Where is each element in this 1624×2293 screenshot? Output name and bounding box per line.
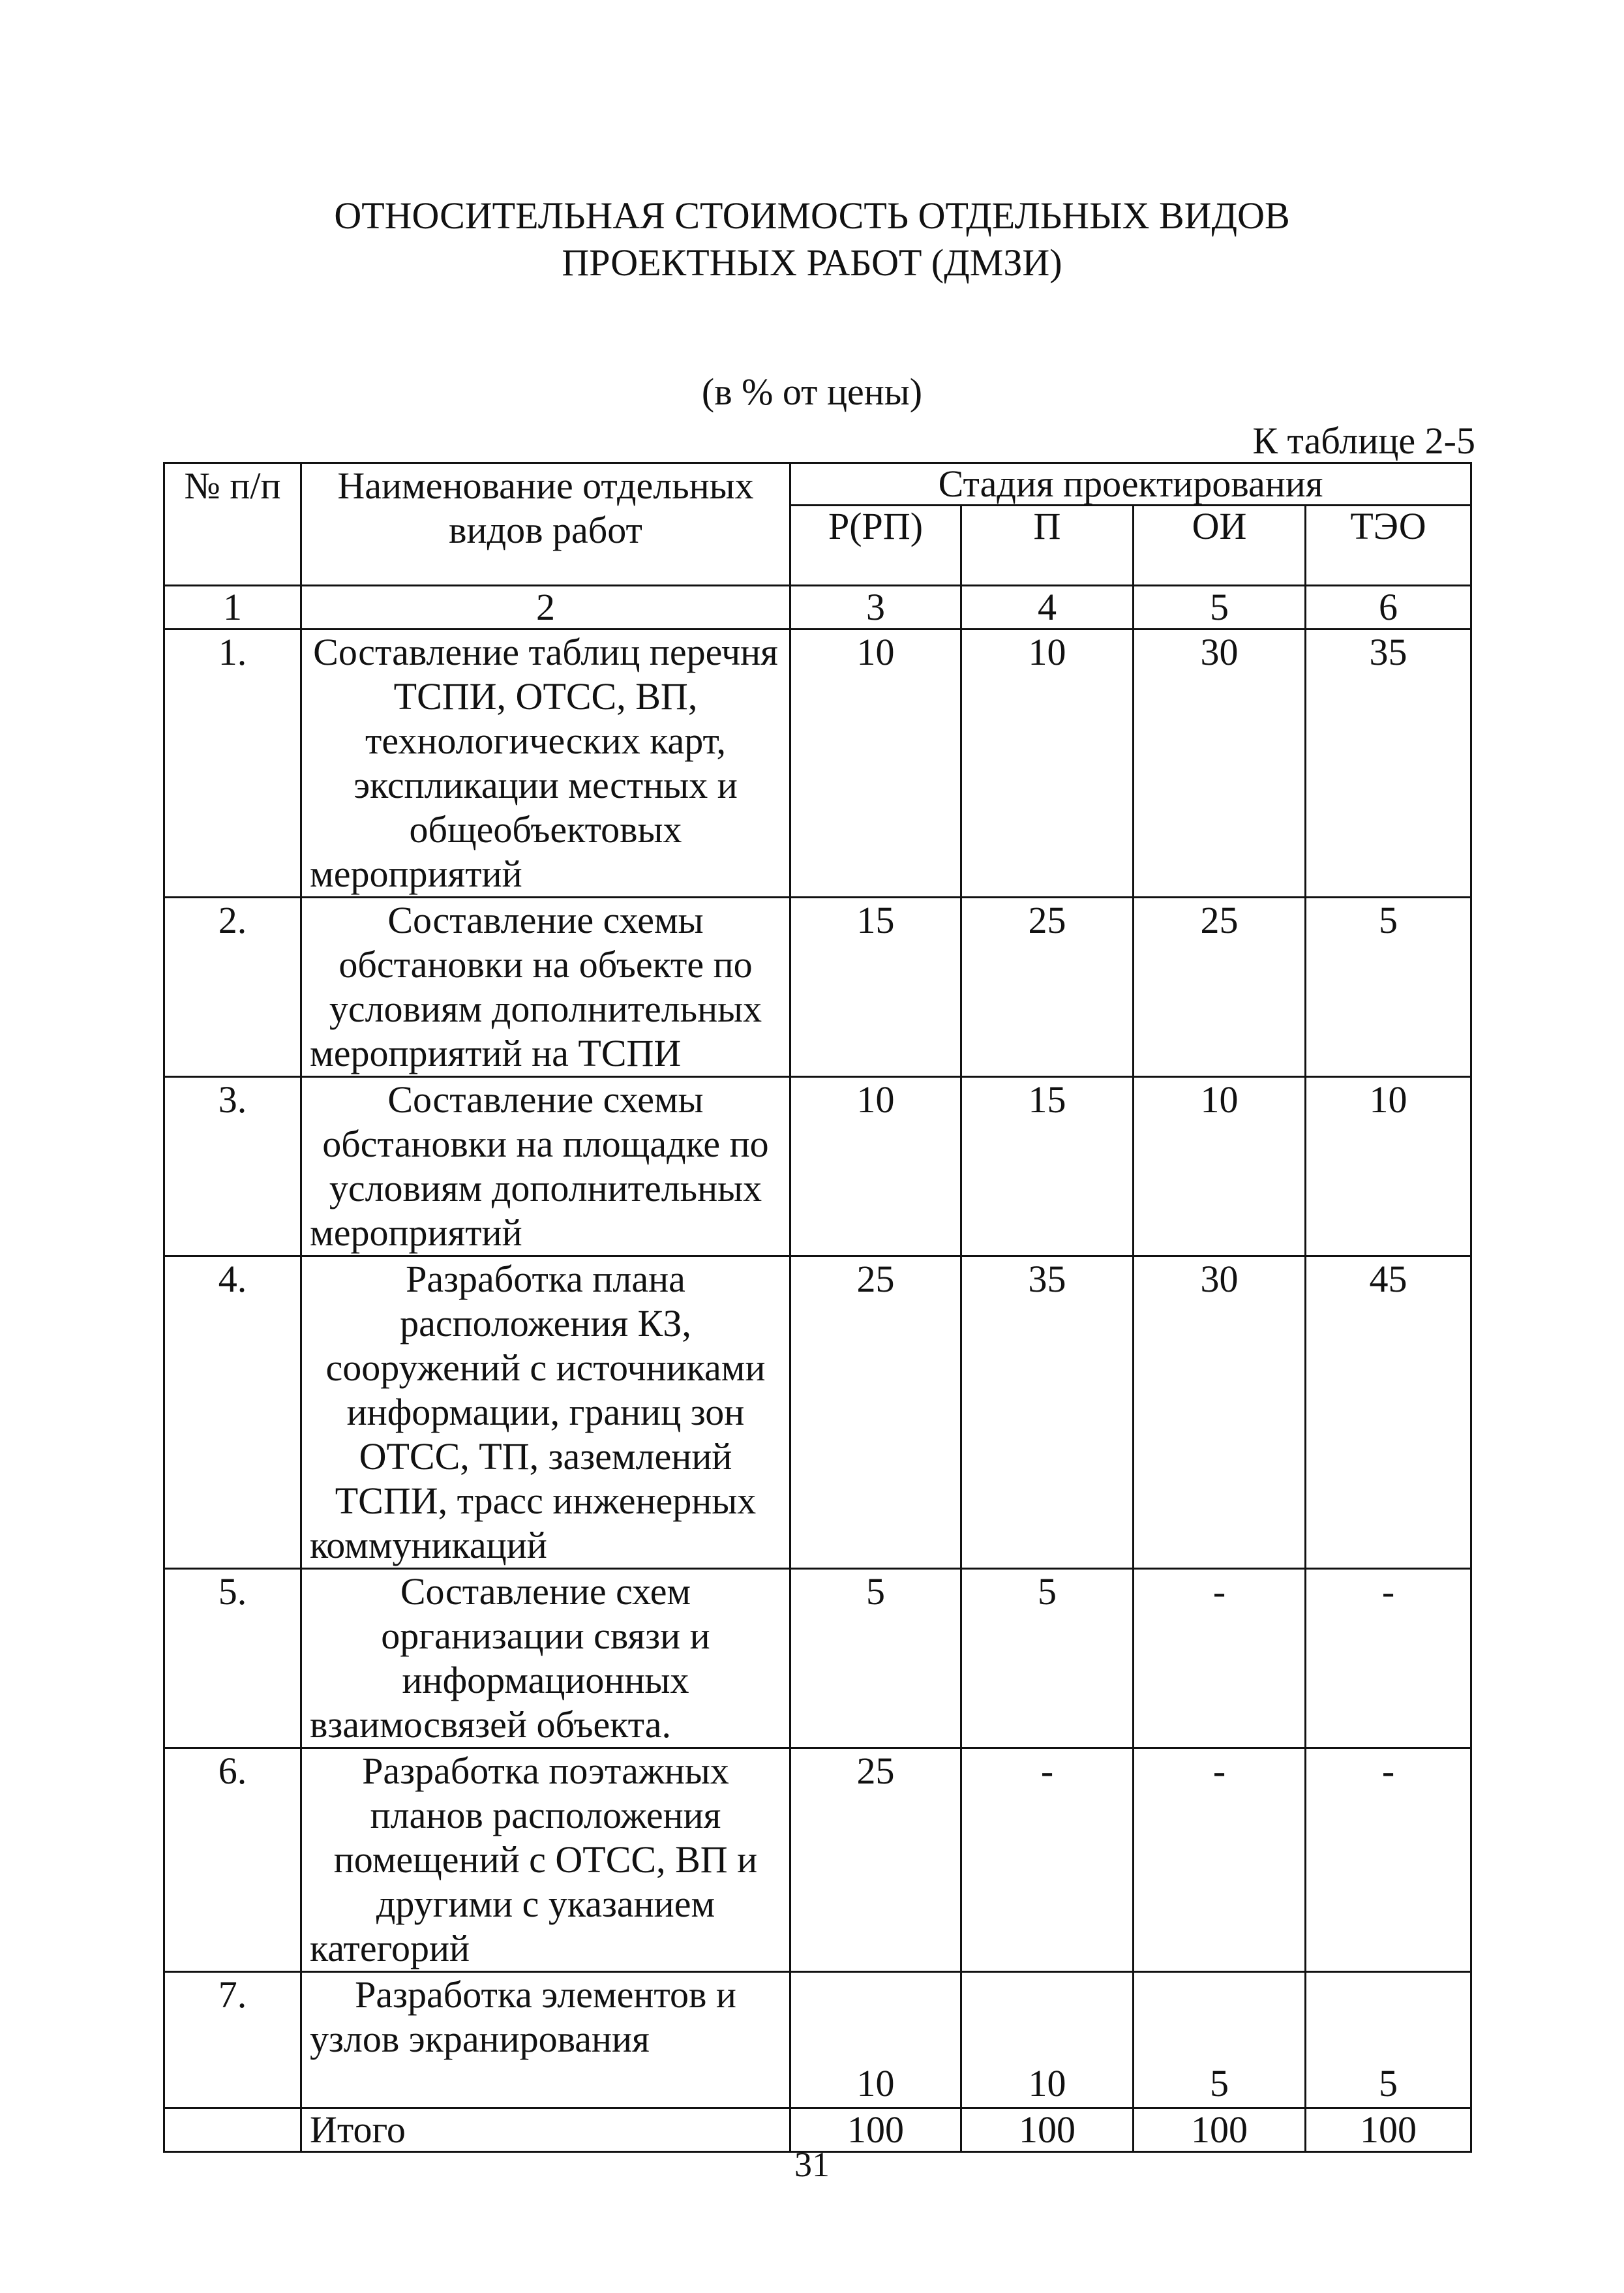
title-line-2: ПРОЕКТНЫХ РАБОТ (ДМЗИ) [562, 241, 1062, 284]
table-row [164, 630, 1471, 898]
value-rrp: 15 [790, 898, 961, 1077]
header-name: Наименование отдельных видов работ [301, 463, 790, 586]
column-number: 1 [164, 586, 301, 630]
value-oi: 10 [1134, 1077, 1306, 1256]
table-row [164, 1077, 1471, 1256]
column-number: 5 [1134, 586, 1306, 630]
value-teo: 5 [1306, 1972, 1471, 2108]
table-row [164, 1748, 1471, 1972]
row-number: 3. [164, 1077, 301, 1256]
header-stage: Стадия проектирования [790, 463, 1471, 506]
row-number: 5. [164, 1569, 301, 1748]
table-row [164, 1256, 1471, 1569]
total-value-teo: 100 [1306, 2108, 1471, 2152]
row-name: Разработка элементов и узлов экранирования [301, 1972, 790, 2108]
document-title [0, 192, 1624, 286]
units-note: (в % от цены) [701, 371, 923, 413]
total-label: Итого [301, 2108, 790, 2152]
column-number: 2 [301, 586, 790, 630]
page-number: 31 [794, 2145, 830, 2184]
table-row [164, 1972, 1471, 2108]
header-stage-teo: ТЭО [1306, 506, 1471, 586]
row-number: 7. [164, 1972, 301, 2108]
value-rrp: 5 [790, 1569, 961, 1748]
value-oi: 30 [1134, 1256, 1306, 1569]
value-teo: 35 [1306, 630, 1471, 898]
value-teo: 45 [1306, 1256, 1471, 1569]
row-name: Составление схем организации связи и информационных взаимосвязей объекта. [301, 1569, 790, 1748]
total-value-rrp: 100 [790, 2108, 961, 2152]
value-p: 5 [961, 1569, 1134, 1748]
value-teo: 5 [1306, 898, 1471, 1077]
value-rrp: 25 [790, 1748, 961, 1972]
value-teo: 10 [1306, 1077, 1471, 1256]
value-p: 10 [961, 1972, 1134, 2108]
value-teo: - [1306, 1748, 1471, 1972]
row-number: 6. [164, 1748, 301, 1972]
total-value-oi: 100 [1134, 2108, 1306, 2152]
row-name: Составление схемы обстановки на объекте по условиям дополнительных мероприятий на ТСПИ [301, 898, 790, 1077]
header-stage-rrp: Р(РП) [790, 506, 961, 586]
row-name: Составление таблиц перечня ТСПИ, ОТСС, ВП, технологических карт, экспликации местных и общеобъектовых мероприятий [301, 630, 790, 898]
value-oi: - [1134, 1569, 1306, 1748]
header-row-1 [164, 463, 1471, 506]
column-number: 4 [961, 586, 1134, 630]
header-num: № п/п [164, 463, 301, 586]
value-p: 25 [961, 898, 1134, 1077]
value-p: 35 [961, 1256, 1134, 1569]
value-rrp: 10 [790, 1972, 961, 2108]
value-rrp: 25 [790, 1256, 961, 1569]
header-stage-p: П [961, 506, 1134, 586]
value-teo: - [1306, 1569, 1471, 1748]
value-rrp: 10 [790, 1077, 961, 1256]
table-row [164, 1569, 1471, 1748]
value-oi: 5 [1134, 1972, 1306, 2108]
row-name: Разработка поэтажных планов расположения помещений с ОТСС, ВП и другими с указанием категорий [301, 1748, 790, 1972]
value-oi: 30 [1134, 630, 1306, 898]
column-number: 6 [1306, 586, 1471, 630]
table-row [164, 898, 1471, 1077]
cost-table [163, 462, 1472, 2153]
row-name: Составление схемы обстановки на площадке по условиям дополнительных мероприятий [301, 1077, 790, 1256]
row-number: 2. [164, 898, 301, 1077]
header-stage-oi: ОИ [1134, 506, 1306, 586]
column-number: 3 [790, 586, 961, 630]
title-line-1: ОТНОСИТЕЛЬНАЯ СТОИМОСТЬ ОТДЕЛЬНЫХ ВИДОВ [334, 194, 1290, 237]
value-p: 10 [961, 630, 1134, 898]
total-value-p: 100 [961, 2108, 1134, 2152]
row-number: 4. [164, 1256, 301, 1569]
column-numbers-row [164, 586, 1471, 630]
table-reference: К таблице 2-5 [1252, 419, 1475, 462]
value-rrp: 10 [790, 630, 961, 898]
value-oi: - [1134, 1748, 1306, 1972]
row-number: 1. [164, 630, 301, 898]
value-p: 15 [961, 1077, 1134, 1256]
value-oi: 25 [1134, 898, 1306, 1077]
value-p: - [961, 1748, 1134, 1972]
row-name: Разработка плана расположения КЗ, сооружений с источниками информации, границ зон ОТСС, ТП, заземлений ТСПИ, трасс инженерных коммуникаций [301, 1256, 790, 1569]
